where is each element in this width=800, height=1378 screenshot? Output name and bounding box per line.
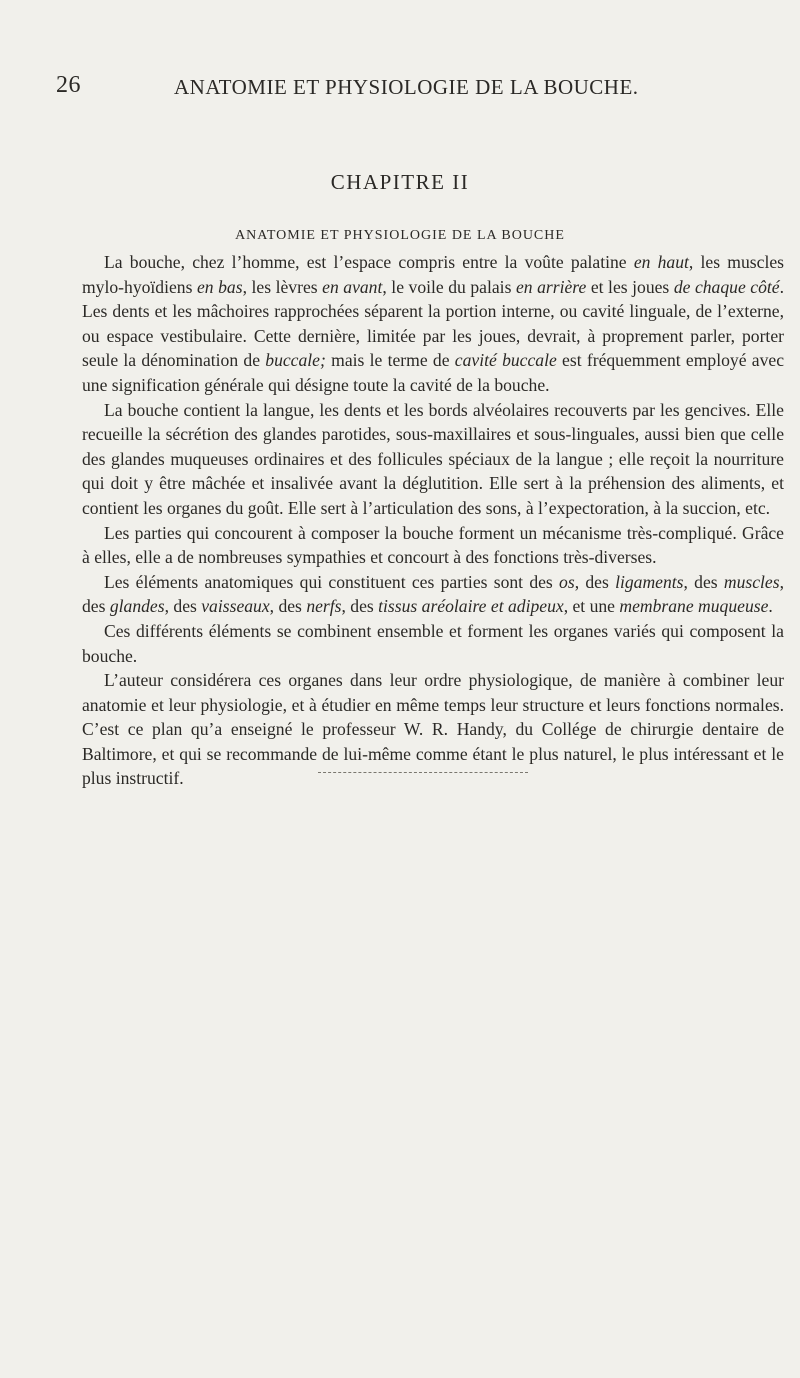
italic-run: os — [559, 571, 575, 592]
text-run: , les muscles mylo-hyoïdiens — [82, 252, 784, 297]
text-run: , et une — [563, 596, 620, 617]
paragraph — [82, 521, 784, 570]
text-run: La bouche contient la langue, les dents et les bords alvéolaires recouverts par les gencives. Elle recueille la sécrétion des glandes parotides, sous-maxillaires et sous-linguales, aussi bien que celle des glandes muqueuses ordinaires et des follicules spéciaux de la langue ; elle reçoit la nourriture qui doit y être mâchée et insalivée avant la déglutition. Elle sert à la préhension des aliments, et contient les organes du goût. Elle sert à l’articulation des sons, à l’expectoration, à la succion, etc. — [82, 399, 784, 518]
italic-run: ligaments — [615, 571, 684, 592]
section-title: ANATOMIE ET PHYSIOLOGIE DE LA BOUCHE — [235, 228, 565, 243]
text-run: , des — [82, 571, 784, 617]
text-run: , des — [683, 571, 724, 592]
italic-run: en avant — [322, 276, 383, 297]
italic-run: en arrière — [515, 276, 587, 297]
italic-run: nerfs — [306, 596, 342, 617]
body-text — [82, 250, 784, 791]
running-title: ANATOMIE ET PHYSIOLOGIE DE LA BOUCHE. — [174, 75, 639, 99]
italic-run: cavité buccale — [454, 350, 557, 371]
text-run: La bouche, chez l’homme, est l’espace compris entre la voûte palatine — [104, 252, 634, 272]
text-run: , des — [164, 596, 202, 617]
paragraph — [82, 250, 784, 398]
paragraph — [82, 619, 784, 668]
italic-run: vaisseaux — [201, 596, 270, 617]
italic-run: membrane muqueuse — [619, 596, 769, 617]
italic-run: buccale; — [265, 350, 326, 371]
text-run: Ces différents éléments se combinent ensemble et forment les organes variés qui composent la bouche. — [82, 620, 784, 666]
text-run: et les joues — [586, 276, 674, 297]
text-run: , des — [341, 596, 379, 617]
italic-run: de chaque côté — [673, 276, 780, 297]
italic-run: muscles — [723, 571, 780, 592]
text-run: , les lèvres — [242, 276, 323, 297]
paragraph — [82, 570, 784, 619]
italic-run: en bas — [196, 276, 243, 297]
paragraph — [82, 398, 784, 521]
text-run: L’auteur considérera ces organes dans leur ordre physiologique, de manière à combiner leur anatomie et leur physiologie, et à étudier en même temps leur structure et leurs fonctions normales. C’est ce plan qu’a enseigné le professeur W. R. Handy, du Collége de chirurgie dentaire de Baltimore, et qui se recommande de lui-même comme étant le plus naturel, le plus intéressant et le plus instructif. — [82, 670, 784, 789]
text-run: , des — [574, 571, 616, 592]
running-head — [56, 72, 760, 102]
text-run: . Les dents et les mâchoires rapprochées séparent la portion interne, ou cavité linguale, de l’externe, ou espace vestibulaire. Cette dernière, limitée par les joues, devrait, à proprement parler, porter seule la dénomination de — [82, 276, 785, 371]
text-run: Les éléments anatomiques qui constituent ces parties sont des — [104, 571, 560, 592]
text-run: , le voile du palais — [382, 276, 516, 297]
text-run: , des — [269, 596, 307, 617]
italic-run: tissus aréolaire et adipeux — [378, 596, 564, 617]
page-number: 26 — [56, 72, 81, 98]
chapter-title: CHAPITRE II — [330, 170, 470, 194]
text-run: mais le terme de — [325, 350, 455, 371]
text-run: est fréquemment employé avec une signification générale qui désigne toute la cavité de la bouche. — [82, 350, 784, 395]
text-run: Les parties qui concourent à composer la bouche forment un mécanisme très-compliqué. Grâce à elles, elle a de nombreuses sympathies et concourt à des fonctions très-diverses. — [82, 522, 784, 568]
end-rule — [318, 772, 528, 773]
italic-run: en haut — [633, 252, 689, 272]
text-run: . — [768, 596, 773, 617]
italic-run: glandes — [109, 596, 165, 617]
